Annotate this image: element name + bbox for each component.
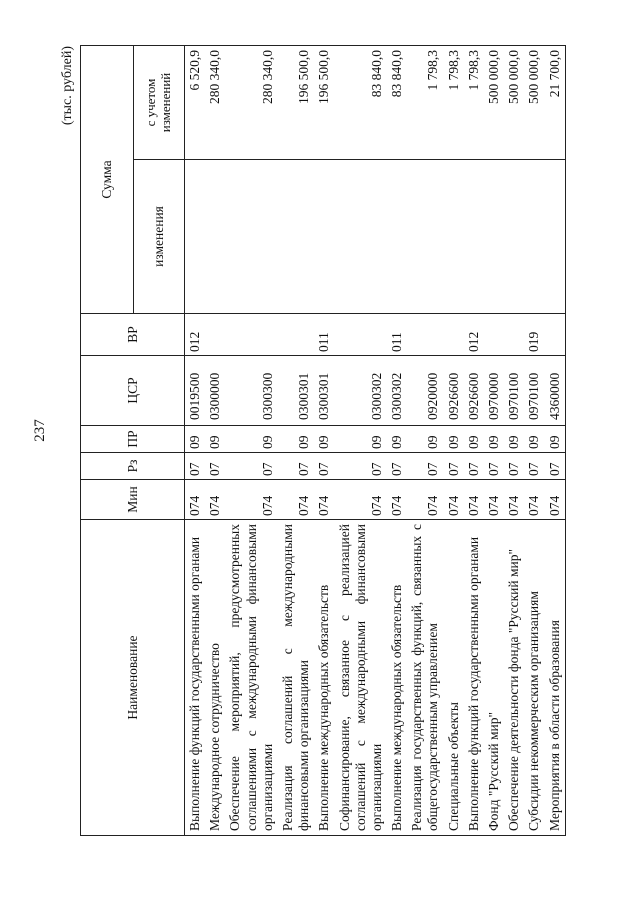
row-vr: 012 bbox=[464, 314, 484, 356]
row-name: Выполнение функций государственными органами bbox=[185, 520, 206, 836]
row-min: 074 bbox=[225, 480, 278, 520]
header-csr: ЦСР bbox=[81, 356, 185, 426]
row-amount: 196 500,0 bbox=[314, 45, 334, 159]
row-changes bbox=[484, 160, 504, 314]
row-changes bbox=[387, 160, 407, 314]
row-changes bbox=[314, 160, 334, 314]
row-vr: 012 bbox=[185, 314, 206, 356]
row-rz: 07 bbox=[387, 453, 407, 480]
header-with-changes: с учетом изменений bbox=[134, 45, 185, 159]
row-name: Мероприятия в области образования bbox=[545, 520, 566, 836]
row-rz: 07 bbox=[205, 453, 225, 480]
row-changes bbox=[335, 160, 388, 314]
header-name: Наименование bbox=[81, 520, 185, 836]
row-amount: 21 700,0 bbox=[545, 45, 566, 159]
row-vr bbox=[407, 314, 443, 356]
row-csr: 0970100 bbox=[524, 356, 544, 426]
row-name: Специальные объекты bbox=[444, 520, 464, 836]
table-row bbox=[545, 45, 566, 835]
table-row bbox=[407, 45, 443, 835]
row-min: 074 bbox=[185, 480, 206, 520]
row-csr: 0970000 bbox=[484, 356, 504, 426]
row-name: Выполнение международных обязательств bbox=[314, 520, 334, 836]
row-vr bbox=[278, 314, 314, 356]
row-csr: 0300301 bbox=[314, 356, 334, 426]
row-csr: 0019500 bbox=[185, 356, 206, 426]
row-changes bbox=[407, 160, 443, 314]
row-csr: 0300000 bbox=[205, 356, 225, 426]
row-rz: 07 bbox=[504, 453, 524, 480]
table-body bbox=[185, 45, 566, 835]
row-pr: 09 bbox=[545, 426, 566, 453]
row-csr: 4360000 bbox=[545, 356, 566, 426]
row-name: Субсидии некоммерческим организациям bbox=[524, 520, 544, 836]
row-pr: 09 bbox=[225, 426, 278, 453]
row-min: 074 bbox=[314, 480, 334, 520]
page-number: 237 bbox=[31, 418, 48, 442]
row-changes bbox=[444, 160, 464, 314]
row-csr: 0300302 bbox=[335, 356, 388, 426]
row-name: Выполнение международных обязательств bbox=[387, 520, 407, 836]
row-min: 074 bbox=[407, 480, 443, 520]
row-amount: 6 520,9 bbox=[185, 45, 206, 159]
row-name: Обеспечение деятельности фонда "Русский мир" bbox=[504, 520, 524, 836]
row-changes bbox=[185, 160, 206, 314]
row-changes bbox=[278, 160, 314, 314]
row-name: Международное сотрудничество bbox=[205, 520, 225, 836]
row-pr: 09 bbox=[185, 426, 206, 453]
header-min: Мин bbox=[81, 480, 185, 520]
row-pr: 09 bbox=[205, 426, 225, 453]
table-row bbox=[387, 45, 407, 835]
row-pr: 09 bbox=[278, 426, 314, 453]
table-row bbox=[225, 45, 278, 835]
table-row bbox=[335, 45, 388, 835]
row-name: Фонд "Русский мир" bbox=[484, 520, 504, 836]
row-rz: 07 bbox=[464, 453, 484, 480]
row-pr: 09 bbox=[314, 426, 334, 453]
row-pr: 09 bbox=[387, 426, 407, 453]
row-pr: 09 bbox=[444, 426, 464, 453]
header-rz: Рз bbox=[81, 453, 185, 480]
row-pr: 09 bbox=[335, 426, 388, 453]
row-min: 074 bbox=[205, 480, 225, 520]
row-vr bbox=[205, 314, 225, 356]
row-vr bbox=[484, 314, 504, 356]
row-vr bbox=[504, 314, 524, 356]
row-rz: 07 bbox=[278, 453, 314, 480]
table-row bbox=[278, 45, 314, 835]
header-sum: Сумма bbox=[81, 45, 134, 313]
row-csr: 0926600 bbox=[444, 356, 464, 426]
table-header bbox=[81, 45, 185, 835]
row-rz: 07 bbox=[225, 453, 278, 480]
table-row bbox=[524, 45, 544, 835]
row-pr: 09 bbox=[464, 426, 484, 453]
row-csr: 0300302 bbox=[387, 356, 407, 426]
row-rz: 07 bbox=[545, 453, 566, 480]
row-min: 074 bbox=[504, 480, 524, 520]
row-rz: 07 bbox=[484, 453, 504, 480]
row-csr: 0300301 bbox=[278, 356, 314, 426]
budget-table bbox=[80, 45, 566, 836]
row-pr: 09 bbox=[484, 426, 504, 453]
row-vr: 011 bbox=[387, 314, 407, 356]
header-pr: ПР bbox=[81, 426, 185, 453]
row-pr: 09 bbox=[407, 426, 443, 453]
row-amount: 83 840,0 bbox=[335, 45, 388, 159]
row-amount: 280 340,0 bbox=[225, 45, 278, 159]
row-min: 074 bbox=[335, 480, 388, 520]
header-vr: ВР bbox=[81, 314, 185, 356]
row-rz: 07 bbox=[335, 453, 388, 480]
row-rz: 07 bbox=[407, 453, 443, 480]
table-row bbox=[464, 45, 484, 835]
row-amount: 1 798,3 bbox=[444, 45, 464, 159]
table-row bbox=[484, 45, 504, 835]
row-changes bbox=[205, 160, 225, 314]
row-vr: 019 bbox=[524, 314, 544, 356]
row-amount: 196 500,0 bbox=[278, 45, 314, 159]
row-amount: 500 000,0 bbox=[484, 45, 504, 159]
units-label: (тыс. рублей) bbox=[60, 46, 75, 126]
row-amount: 500 000,0 bbox=[504, 45, 524, 159]
table-row bbox=[205, 45, 225, 835]
row-min: 074 bbox=[387, 480, 407, 520]
row-changes bbox=[524, 160, 544, 314]
row-rz: 07 bbox=[314, 453, 334, 480]
row-amount: 83 840,0 bbox=[387, 45, 407, 159]
row-rz: 07 bbox=[185, 453, 206, 480]
row-min: 074 bbox=[464, 480, 484, 520]
row-rz: 07 bbox=[524, 453, 544, 480]
row-name: Выполнение функций государственными органами bbox=[464, 520, 484, 836]
row-csr: 0920000 bbox=[407, 356, 443, 426]
row-vr bbox=[545, 314, 566, 356]
header-changes: изменения bbox=[134, 160, 185, 314]
row-name: Обеспечение мероприятий, предусмотренных соглашениями с международными финансовыми организациями bbox=[225, 520, 278, 836]
row-name: Реализация государственных функций, связанных с общегосударственным управлением bbox=[407, 520, 443, 836]
row-vr bbox=[335, 314, 388, 356]
row-vr: 011 bbox=[314, 314, 334, 356]
row-amount: 500 000,0 bbox=[524, 45, 544, 159]
row-changes bbox=[545, 160, 566, 314]
row-csr: 0926600 bbox=[464, 356, 484, 426]
row-changes bbox=[225, 160, 278, 314]
row-changes bbox=[504, 160, 524, 314]
row-amount: 280 340,0 bbox=[205, 45, 225, 159]
table-row bbox=[444, 45, 464, 835]
row-min: 074 bbox=[278, 480, 314, 520]
row-pr: 09 bbox=[504, 426, 524, 453]
row-vr bbox=[444, 314, 464, 356]
row-min: 074 bbox=[484, 480, 504, 520]
row-min: 074 bbox=[545, 480, 566, 520]
table-row bbox=[185, 45, 206, 835]
row-rz: 07 bbox=[444, 453, 464, 480]
row-pr: 09 bbox=[524, 426, 544, 453]
table-row bbox=[314, 45, 334, 835]
table-row bbox=[504, 45, 524, 835]
row-csr: 0300300 bbox=[225, 356, 278, 426]
row-amount: 1 798,3 bbox=[464, 45, 484, 159]
row-csr: 0970100 bbox=[504, 356, 524, 426]
row-name: Реализация соглашений с международными финансовыми организациями bbox=[278, 520, 314, 836]
rotated-page-content bbox=[60, 46, 592, 836]
row-amount: 1 798,3 bbox=[407, 45, 443, 159]
row-min: 074 bbox=[524, 480, 544, 520]
row-vr bbox=[225, 314, 278, 356]
row-changes bbox=[464, 160, 484, 314]
row-name: Софинансирование, связанное с реализацией соглашений с международными финансовыми организациями bbox=[335, 520, 388, 836]
row-min: 074 bbox=[444, 480, 464, 520]
